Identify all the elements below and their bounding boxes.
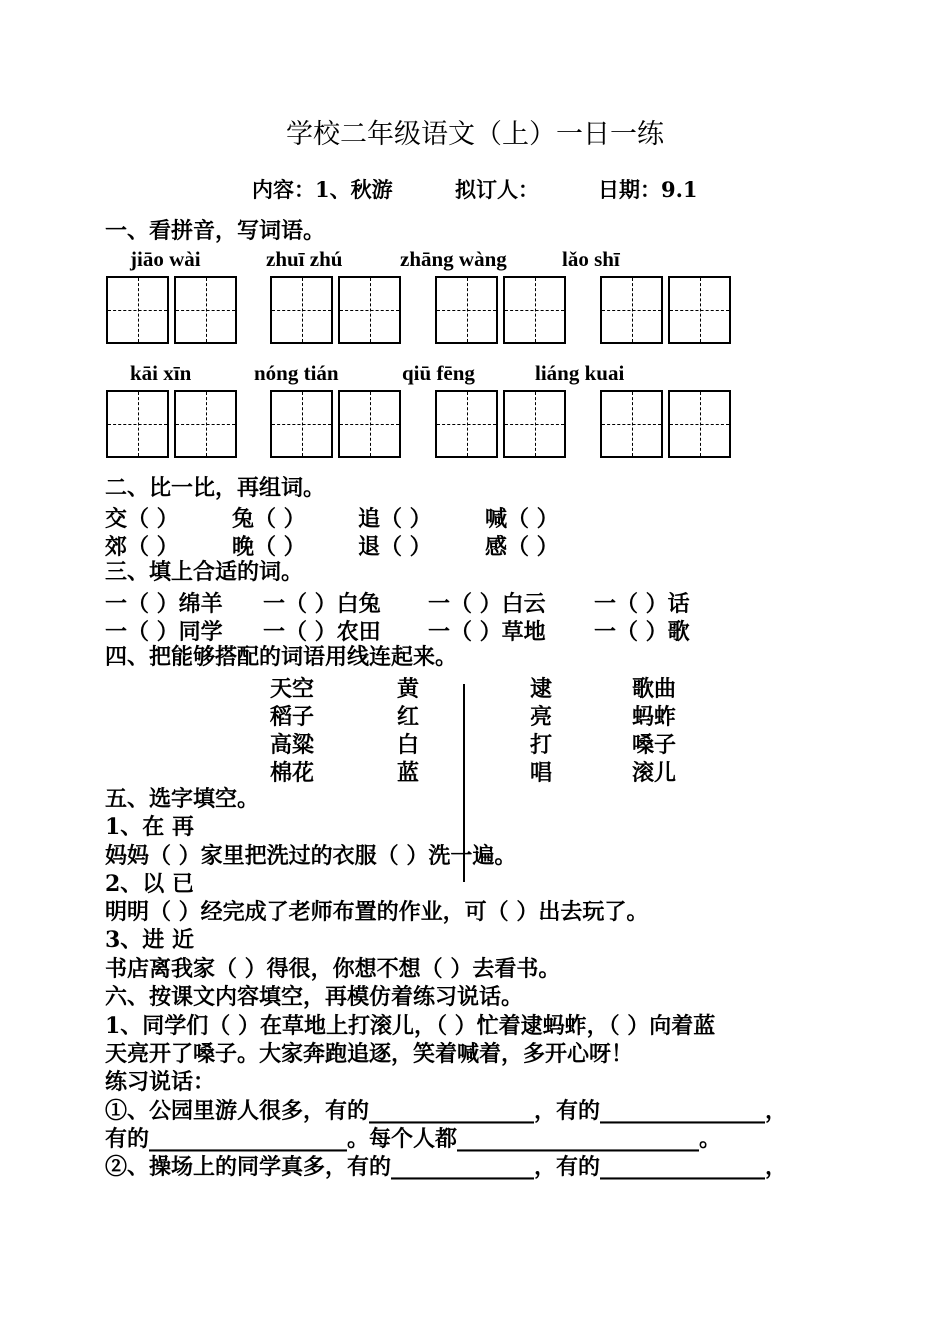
grid-cell[interactable]: [338, 276, 401, 344]
section5-heading: 五、选字填空。: [105, 786, 260, 812]
pinyin: nóng tián: [254, 361, 339, 385]
pinyin: zhuī zhú: [266, 247, 343, 271]
fill-item[interactable]: 一（ ）草地: [428, 619, 546, 645]
grid-cell[interactable]: [270, 276, 333, 344]
grid-cell[interactable]: [668, 390, 731, 458]
choice-sentence[interactable]: 书店离我家（ ）得很，你想不想（ ）去看书。: [105, 956, 561, 982]
pinyin: liáng kuai: [535, 361, 625, 385]
passage-line[interactable]: 1、同学们（ ）在草地上打滚儿，（ ）忙着逮蚂蚱，（ ）向着蓝: [105, 1013, 716, 1039]
practice-line[interactable]: ①、公园里游人很多，有的_______________，有的_______________，: [105, 1098, 788, 1124]
choice-sentence[interactable]: 明明（ ）经完成了老师布置的作业，可（ ）出去玩了。: [105, 899, 649, 925]
match-word[interactable]: 打: [530, 732, 553, 758]
writing-grid[interactable]: [106, 276, 242, 344]
section1-heading: 一、看拼音，写词语。: [105, 218, 326, 244]
grid-cell[interactable]: [600, 276, 663, 344]
match-word[interactable]: 红: [397, 704, 420, 730]
grid-cell[interactable]: [338, 390, 401, 458]
grid-cell[interactable]: [435, 276, 498, 344]
match-word[interactable]: 歌曲: [632, 676, 677, 702]
match-word[interactable]: 天空: [270, 676, 315, 702]
compare-item[interactable]: 感（ ）: [485, 534, 559, 560]
match-word[interactable]: 高粱: [270, 732, 315, 758]
section2-heading: 二、比一比，再组词。: [105, 475, 326, 501]
writing-grid[interactable]: [435, 276, 571, 344]
choice-pair: 1、在 再: [105, 814, 194, 840]
compare-item[interactable]: 郊（ ）: [105, 534, 179, 560]
writing-grid[interactable]: [270, 276, 406, 344]
section6-heading: 六、按课文内容填空，再模仿着练习说话。: [105, 984, 524, 1010]
writing-grid[interactable]: [270, 390, 406, 458]
match-word[interactable]: 棉花: [270, 760, 315, 786]
match-word[interactable]: 蓝: [397, 760, 420, 786]
compare-item[interactable]: 喊（ ）: [485, 506, 559, 532]
grid-cell[interactable]: [503, 390, 566, 458]
grid-cell[interactable]: [435, 390, 498, 458]
pinyin: lǎo shī: [562, 247, 620, 271]
match-word[interactable]: 逮: [530, 676, 553, 702]
section3-heading: 三、填上合适的词。: [105, 559, 304, 585]
section4-heading: 四、把能够搭配的词语用线连起来。: [105, 644, 458, 670]
fill-item[interactable]: 一（ ）白云: [428, 591, 546, 617]
compare-item[interactable]: 交（ ）: [105, 506, 179, 532]
page-title: 学校二年级语文（上）一日一练: [286, 119, 664, 150]
practice-line[interactable]: ②、操场上的同学真多，有的_____________，有的_______________，: [105, 1154, 788, 1180]
writing-grid[interactable]: [435, 390, 571, 458]
choice-pair: 2、以 已: [105, 871, 194, 897]
pinyin: jiāo wài: [130, 247, 201, 271]
choice-sentence[interactable]: 妈妈（ ）家里把洗过的衣服（ ）洗一遍。: [105, 843, 517, 869]
passage-line: 天亮开了嗓子。大家奔跑追逐，笑着喊着，多开心呀！: [105, 1041, 634, 1067]
grid-cell[interactable]: [503, 276, 566, 344]
match-word[interactable]: 白: [397, 732, 420, 758]
match-word[interactable]: 黄: [397, 676, 420, 702]
fill-item[interactable]: 一（ ）歌: [594, 619, 690, 645]
match-word[interactable]: 嗓子: [632, 732, 677, 758]
compare-item[interactable]: 晚（ ）: [232, 534, 306, 560]
writing-grid[interactable]: [106, 390, 242, 458]
compare-item[interactable]: 退（ ）: [358, 534, 432, 560]
pinyin: qiū fēng: [402, 361, 475, 385]
choice-pair: 3、进 近: [105, 927, 194, 953]
meta-author: 拟订人：: [455, 177, 539, 202]
fill-item[interactable]: 一（ ）同学: [105, 619, 223, 645]
match-word[interactable]: 唱: [530, 760, 553, 786]
match-word[interactable]: 稻子: [270, 704, 315, 730]
match-word[interactable]: 亮: [530, 704, 553, 730]
practice-line[interactable]: 有的__________________。每个人都______________________。: [105, 1126, 722, 1152]
pinyin: zhāng wàng: [400, 247, 507, 271]
grid-cell[interactable]: [600, 390, 663, 458]
grid-cell[interactable]: [174, 390, 237, 458]
pinyin: kāi xīn: [130, 361, 192, 385]
fill-item[interactable]: 一（ ）话: [594, 591, 690, 617]
grid-cell[interactable]: [106, 390, 169, 458]
compare-item[interactable]: 兔（ ）: [232, 506, 306, 532]
compare-item[interactable]: 追（ ）: [358, 506, 432, 532]
match-word[interactable]: 蚂蚱: [632, 704, 677, 730]
grid-cell[interactable]: [668, 276, 731, 344]
writing-grid[interactable]: [600, 276, 736, 344]
match-word[interactable]: 滚儿: [632, 760, 677, 786]
grid-cell[interactable]: [106, 276, 169, 344]
grid-cell[interactable]: [270, 390, 333, 458]
meta-date: 日期：9.1: [598, 177, 698, 202]
grid-cell[interactable]: [174, 276, 237, 344]
fill-item[interactable]: 一（ ）农田: [263, 619, 381, 645]
fill-item[interactable]: 一（ ）白兔: [263, 591, 381, 617]
practice-label: 练习说话：: [105, 1069, 216, 1095]
meta-content: 内容：1、秋游: [252, 177, 393, 202]
writing-grid[interactable]: [600, 390, 736, 458]
fill-item[interactable]: 一（ ）绵羊: [105, 591, 223, 617]
